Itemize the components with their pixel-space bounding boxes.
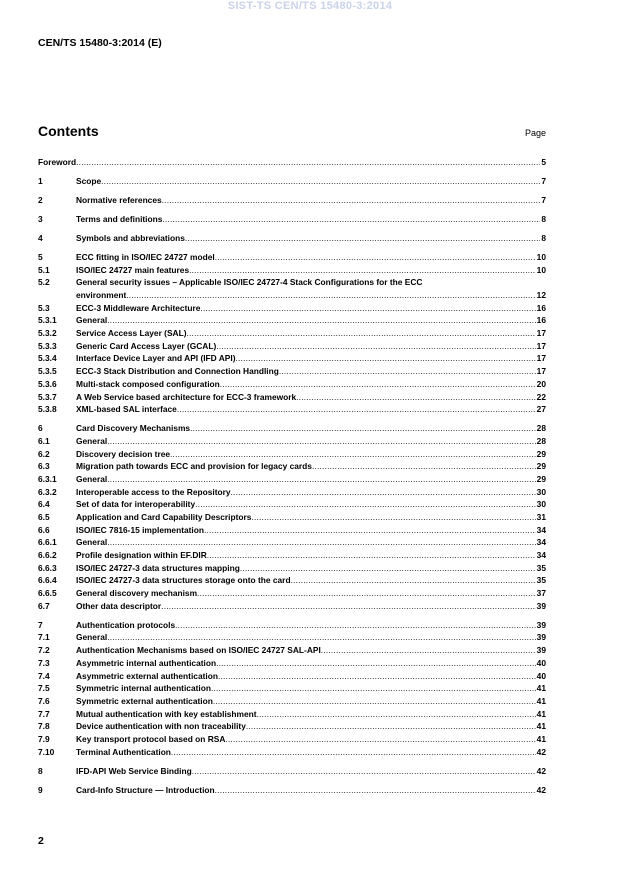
toc-entry-line [76, 524, 546, 537]
toc-entry-line [76, 365, 546, 378]
toc-entry-title: ECC fitting in ISO/IEC 24727 model [76, 251, 215, 262]
toc-entry-line [76, 232, 546, 245]
toc-entry-title: Terminal Authentication [76, 746, 171, 757]
toc-entry[interactable] [38, 524, 546, 537]
toc-entry-line [76, 536, 546, 549]
toc-entry-page: 29 [536, 473, 546, 484]
toc-entry-number: 5.3.4 [38, 353, 57, 364]
toc-entry-line [76, 175, 546, 188]
toc-entry[interactable] [38, 422, 546, 435]
toc-entry[interactable] [38, 644, 546, 657]
page-column-label: Page [524, 128, 546, 138]
toc-entry-number: 6.6.2 [38, 550, 57, 561]
toc-entry-line [76, 498, 546, 511]
toc-entry[interactable] [38, 327, 546, 340]
dot-leader [279, 365, 536, 378]
dot-leader [189, 264, 536, 277]
toc-entry[interactable] [38, 264, 546, 277]
toc-entry-number: 7 [38, 619, 43, 630]
toc-entry-page: 17 [536, 366, 546, 377]
toc-entry-title: XML-based SAL interface [76, 404, 177, 415]
toc-entry[interactable] [38, 708, 546, 721]
toc-entry-number: 6.3.2 [38, 486, 57, 497]
toc-entry-number: 6.5 [38, 511, 50, 522]
toc-entry-page: 42 [536, 746, 546, 757]
toc-entry-title: Generic Card Access Layer (GCAL) [76, 340, 217, 351]
dot-leader [107, 631, 535, 644]
toc-entry-line [76, 264, 546, 277]
toc-entry-page: 31 [536, 511, 546, 522]
toc-entry-number: 6.1 [38, 435, 50, 446]
toc-entry-title: Card Discovery Mechanisms [76, 423, 191, 434]
toc-entry-page: 39 [536, 619, 546, 630]
toc-entry-number: 8 [38, 765, 43, 776]
toc-entry-title: General discovery mechanism [76, 588, 198, 599]
toc-entry-number: 6.3.1 [38, 473, 57, 484]
toc-entry-number: 6.6 [38, 524, 50, 535]
toc-entry-line [76, 720, 546, 733]
toc-entry[interactable] [38, 378, 546, 391]
toc-entry[interactable] [38, 251, 546, 264]
toc-entry-title: Symbols and abbreviations [76, 232, 185, 243]
toc-entry-number: 5.3.6 [38, 378, 57, 389]
toc-entry-number: 7.4 [38, 670, 50, 681]
toc-entry[interactable] [38, 276, 546, 301]
dot-leader [170, 448, 536, 461]
toc-entry[interactable] [38, 695, 546, 708]
toc-entry-title: Set of data for interoperability [76, 499, 196, 510]
dot-leader [321, 644, 536, 657]
toc-entry-number: 5.3.1 [38, 315, 57, 326]
toc-entry-page: 29 [536, 448, 546, 459]
toc-entry-page: 8 [541, 232, 546, 243]
dot-leader [216, 340, 535, 353]
toc-entry-title: Normative references [76, 194, 162, 205]
dot-leader [207, 549, 536, 562]
dot-leader [101, 175, 540, 188]
toc-entry[interactable] [38, 314, 546, 327]
toc-entry-title: ECC-3 Stack Distribution and Connection Handling [76, 366, 279, 377]
toc-entry-number: 7.9 [38, 733, 50, 744]
toc-entry-line [76, 562, 546, 575]
dot-leader [215, 784, 536, 797]
toc-entry-title: General security issues – Applicable ISO/IEC 24727-4 Stack Configurations for the ECC [76, 277, 423, 288]
toc-entry-title: Discovery decision tree [76, 448, 171, 459]
toc-entry-line [76, 670, 546, 683]
toc-entry-title: ECC-3 Middleware Architecture [76, 302, 201, 313]
toc-entry-title: Application and Card Capability Descriptors [76, 511, 252, 522]
toc-entry-page: 17 [536, 353, 546, 364]
dot-leader [107, 435, 535, 448]
dot-leader [200, 302, 535, 315]
dot-leader [192, 765, 536, 778]
toc-entry-number: 5.3.2 [38, 328, 57, 339]
toc-entry-line [76, 314, 546, 327]
toc-entry-number: 5.3.8 [38, 404, 57, 415]
dot-leader [213, 695, 536, 708]
toc-entry-line [76, 448, 546, 461]
toc-entry[interactable] [38, 631, 546, 644]
toc-entry[interactable] [38, 536, 546, 549]
toc-entry-line [76, 765, 546, 778]
toc-entry-title: ISO/IEC 24727-3 data structures mapping [76, 562, 240, 573]
dot-leader [251, 511, 535, 524]
toc-entry-page: 39 [536, 600, 546, 611]
document-id: CEN/TS 15480-3:2014 (E) [38, 37, 162, 49]
dot-leader [240, 562, 536, 575]
toc-entry-title: ISO/IEC 7816-15 implementation [76, 524, 204, 535]
toc-entry-title: Interface Device Layer and API (IFD API) [76, 353, 236, 364]
toc-entry[interactable] [38, 670, 546, 683]
dot-leader [231, 486, 536, 499]
toc-entry-line [76, 289, 546, 302]
toc-entry-number: 5.3.3 [38, 340, 57, 351]
toc-entry-page: 40 [536, 670, 546, 681]
toc-entry-number: 5.3.7 [38, 391, 57, 402]
dot-leader [215, 251, 536, 264]
toc-entry-page: 5 [541, 157, 546, 167]
toc-entry[interactable] [38, 765, 546, 778]
toc-entry-line [76, 682, 546, 695]
dot-leader [171, 746, 536, 759]
toc-entry-page: 34 [536, 524, 546, 535]
toc-entry-number: 6.6.4 [38, 575, 57, 586]
toc-entry-line [76, 631, 546, 644]
toc-entry[interactable] [38, 600, 546, 613]
toc-entry-title: Scope [76, 175, 102, 186]
dot-leader [204, 524, 536, 537]
toc-entry-title: Symmetric internal authentication [76, 683, 211, 694]
dot-leader [177, 403, 536, 416]
toc-entry-title: General [76, 632, 108, 643]
toc-entry[interactable] [38, 460, 546, 473]
watermark: SIST-TS CEN/TS 15480-3:2014 [227, 0, 393, 12]
toc-entry-page: 35 [536, 562, 546, 573]
toc-entry-page: 39 [536, 632, 546, 643]
toc-entry[interactable] [38, 194, 546, 207]
toc-entry-page: 40 [536, 657, 546, 668]
toc-entry-page: 12 [536, 289, 546, 300]
toc-entry[interactable] [38, 340, 546, 353]
toc-entry-page: 22 [536, 391, 546, 402]
toc-entry-page: 37 [536, 588, 546, 599]
toc-entry-line [76, 422, 546, 435]
toc-entry-line [76, 473, 546, 486]
toc-entry-page: 10 [536, 251, 546, 262]
toc-entry-number: 6.2 [38, 448, 50, 459]
dot-leader [225, 733, 535, 746]
toc-entry-number: 7.3 [38, 657, 50, 668]
toc-entry[interactable] [38, 352, 546, 365]
toc-entry[interactable] [38, 213, 546, 226]
dot-leader [162, 194, 541, 207]
toc-entry-title: Other data descriptor [76, 600, 162, 611]
toc-entry-line [76, 327, 546, 340]
toc-entry-title: ISO/IEC 24727 main features [76, 264, 190, 275]
toc-entry-number: 6.6.3 [38, 562, 57, 573]
toc-entry-page: 34 [536, 537, 546, 548]
toc-entry-title: Key transport protocol based on RSA [76, 733, 226, 744]
toc-entry-page: 42 [536, 784, 546, 795]
toc-entry-line [76, 587, 546, 600]
toc-entry-line [76, 746, 546, 759]
toc-entry-page: 41 [536, 721, 546, 732]
toc-entry-page: 16 [536, 315, 546, 326]
toc-entry-page: 28 [536, 435, 546, 446]
toc-entry-number: 6 [38, 423, 43, 434]
toc-entry[interactable] [38, 435, 546, 448]
toc-entry-line [76, 352, 546, 365]
toc-entry-page: 30 [536, 486, 546, 497]
toc-entry[interactable] [38, 682, 546, 695]
toc-entry-title: Asymmetric external authentication [76, 670, 218, 681]
toc-entry-title: Symmetric external authentication [76, 695, 213, 706]
toc-entry-line [76, 486, 546, 499]
toc-entry[interactable] [38, 302, 546, 315]
toc-entry-title: Foreword [38, 157, 77, 167]
toc-entry-number: 5 [38, 251, 43, 262]
contents-heading: Contents [38, 123, 99, 139]
toc-entry-title: General [76, 315, 108, 326]
toc-entry[interactable] [38, 403, 546, 416]
toc-entry-number: 3 [38, 213, 43, 224]
dot-leader [211, 682, 536, 695]
toc-entry-page: 8 [541, 213, 546, 224]
toc-entry-line [76, 549, 546, 562]
toc-entry-title: A Web Service based architecture for ECC-3 framework [76, 391, 297, 402]
dot-leader [161, 600, 536, 613]
toc-entry-page: 7 [541, 175, 546, 186]
dot-leader [312, 460, 536, 473]
toc-entry-line [76, 403, 546, 416]
toc-entry[interactable] [38, 587, 546, 600]
toc-entry-title: General [76, 537, 108, 548]
toc-entry-title: Service Access Layer (SAL) [76, 328, 187, 339]
toc-entry-line [76, 600, 546, 613]
toc-entry-line [76, 619, 546, 632]
toc-entry[interactable] [38, 549, 546, 562]
dot-leader [107, 473, 535, 486]
toc-entry-number: 5.1 [38, 264, 50, 275]
dot-leader [195, 498, 536, 511]
toc-entry-line [76, 391, 546, 404]
toc-entry[interactable] [38, 562, 546, 575]
toc-entry-line [76, 378, 546, 391]
toc-entry-line [76, 460, 546, 473]
toc-entry-page: 28 [536, 423, 546, 434]
toc-entry-number: 9 [38, 784, 43, 795]
toc-entry[interactable] [38, 365, 546, 378]
toc-entry[interactable] [38, 619, 546, 632]
toc-entry-page: 30 [536, 499, 546, 510]
table-of-contents [38, 156, 546, 796]
toc-entry[interactable] [38, 784, 546, 797]
toc-entry[interactable] [38, 746, 546, 759]
toc-entry[interactable] [38, 391, 546, 404]
toc-entry[interactable] [38, 733, 546, 746]
toc-entry-title: ISO/IEC 24727-3 data structures storage onto the card [76, 575, 291, 586]
toc-entry-number: 4 [38, 232, 43, 243]
toc-entry-number: 2 [38, 194, 43, 205]
toc-entry-title: Authentication protocols [76, 619, 176, 630]
toc-entry-page: 16 [536, 302, 546, 313]
toc-entry[interactable] [38, 156, 546, 169]
toc-entry-line [76, 340, 546, 353]
toc-entry-title: Authentication Mechanisms based on ISO/IEC 24727 SAL-API [76, 645, 321, 656]
toc-entry-title: Interoperable access to the Repository [76, 486, 231, 497]
toc-entry-number: 7.10 [38, 746, 55, 757]
toc-entry-number: 5.3.5 [38, 366, 57, 377]
toc-entry-title-continuation: environment [76, 289, 127, 300]
toc-entry[interactable] [38, 720, 546, 733]
toc-entry-line [76, 784, 546, 797]
toc-entry-title: Asymmetric internal authentication [76, 657, 217, 668]
dot-leader [185, 232, 540, 245]
toc-entry-number: 7.1 [38, 632, 50, 643]
toc-entry-line [76, 733, 546, 746]
toc-entry-page: 20 [536, 378, 546, 389]
toc-entry-title: Multi-stack composed configuration [76, 378, 220, 389]
toc-entry-title: Device authentication with non traceability [76, 721, 246, 732]
toc-entry[interactable] [38, 175, 546, 188]
dot-leader [218, 670, 536, 683]
toc-entry[interactable] [38, 498, 546, 511]
dot-leader [107, 536, 535, 549]
toc-entry-line [76, 511, 546, 524]
toc-entry-line [76, 708, 546, 721]
toc-entry-page: 29 [536, 461, 546, 472]
toc-entry-page: 27 [536, 404, 546, 415]
toc-entry-line [38, 156, 546, 169]
toc-entry-page: 17 [536, 328, 546, 339]
toc-entry-page: 10 [536, 264, 546, 275]
dot-leader [126, 289, 535, 302]
toc-entry-page: 34 [536, 550, 546, 561]
toc-entry-number: 6.3 [38, 461, 50, 472]
toc-entry-title: General [76, 473, 108, 484]
toc-entry[interactable] [38, 448, 546, 461]
toc-entry-title: IFD-API Web Service Binding [76, 765, 192, 776]
toc-entry-page: 42 [536, 765, 546, 776]
dot-leader [190, 422, 536, 435]
toc-entry-number: 7.6 [38, 695, 50, 706]
toc-entry[interactable] [38, 232, 546, 245]
toc-entry-line [76, 435, 546, 448]
dot-leader [76, 156, 540, 169]
dot-leader [246, 720, 536, 733]
dot-leader [220, 378, 536, 391]
toc-entry-title: Mutual authentication with key establishment [76, 708, 257, 719]
dot-leader [235, 352, 535, 365]
dot-leader [175, 619, 536, 632]
toc-entry[interactable] [38, 574, 546, 587]
dot-leader [187, 327, 536, 340]
toc-entry-number: 7.5 [38, 683, 50, 694]
toc-entry-page: 7 [541, 194, 546, 205]
toc-entry-number: 6.6.1 [38, 537, 57, 548]
toc-entry-line [76, 695, 546, 708]
dot-leader [291, 574, 536, 587]
toc-entry-number: 1 [38, 175, 43, 186]
page-number: 2 [38, 835, 44, 847]
toc-entry-line [76, 657, 546, 670]
dot-leader [296, 391, 536, 404]
toc-entry-number: 7.8 [38, 721, 50, 732]
toc-entry-number: 6.6.5 [38, 588, 57, 599]
toc-entry-line [76, 194, 546, 207]
toc-entry-number: 5.2 [38, 277, 50, 288]
toc-entry-number: 7.2 [38, 645, 50, 656]
toc-entry-page: 41 [536, 708, 546, 719]
toc-entry[interactable] [38, 511, 546, 524]
toc-entry-page: 17 [536, 340, 546, 351]
toc-entry-number: 6.7 [38, 600, 50, 611]
dot-leader [197, 587, 536, 600]
toc-entry-line [76, 302, 546, 315]
toc-entry[interactable] [38, 473, 546, 486]
toc-entry-page: 41 [536, 695, 546, 706]
dot-leader [162, 213, 540, 226]
toc-entry[interactable] [38, 486, 546, 499]
toc-entry-line [76, 644, 546, 657]
toc-entry-page: 41 [536, 683, 546, 694]
dot-leader [107, 314, 535, 327]
toc-entry-page: 39 [536, 645, 546, 656]
toc-entry-line [76, 574, 546, 587]
toc-entry-page: 41 [536, 733, 546, 744]
toc-entry-title: Profile designation within EF.DIR [76, 550, 207, 561]
toc-entry-line [76, 213, 546, 226]
toc-entry-title: Card-Info Structure — Introduction [76, 784, 215, 795]
dot-leader [257, 708, 536, 721]
toc-entry[interactable] [38, 657, 546, 670]
toc-entry-number: 6.4 [38, 499, 50, 510]
toc-entry-number: 7.7 [38, 708, 50, 719]
toc-entry-line [76, 251, 546, 264]
dot-leader [216, 657, 536, 670]
toc-entry-number: 5.3 [38, 302, 50, 313]
toc-entry-title: General [76, 435, 108, 446]
toc-entry-page: 35 [536, 575, 546, 586]
toc-entry-title: Terms and definitions [76, 213, 163, 224]
toc-entry-title: Migration path towards ECC and provision for legacy cards [76, 461, 312, 472]
